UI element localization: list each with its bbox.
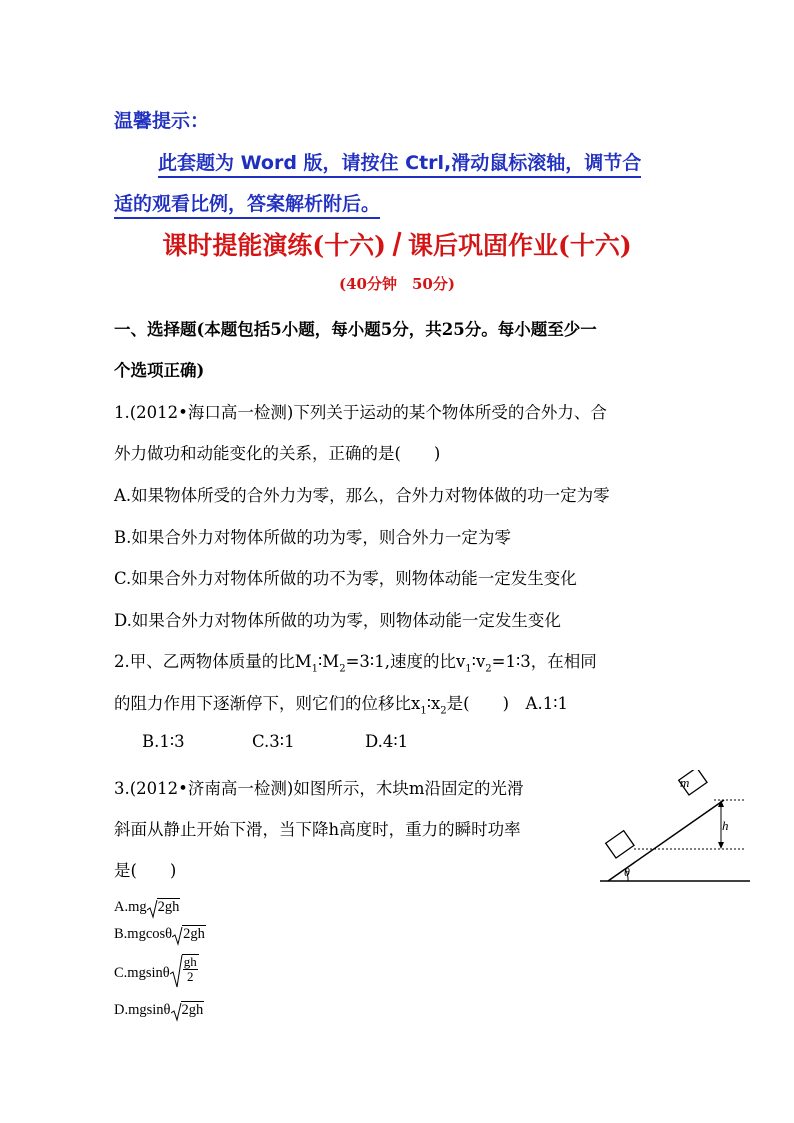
section-heading-2: 个选项正确): [114, 361, 205, 380]
q2-option-c: C.3∶1: [252, 732, 295, 751]
section-heading-1: 一、选择题(本题包括5小题，每小题5分，共25分。每小题至少一: [114, 320, 597, 339]
q3-option-d: D.mgsinθ 2gh: [114, 1002, 204, 1018]
q2-stem-1: 2.甲、乙两物体质量的比$M_1∶M_2=3∶1$,速度的比$v_1∶v_2=1∶3$，在相同: [114, 652, 597, 675]
q2-stem-2: 的阻力作用下逐渐停下，则它们的位移比$x_1∶x_2$是( ) A.1∶1: [114, 694, 568, 717]
svg-text:h: h: [722, 818, 729, 833]
tip-line-2: 适的观看比例，答案解析附后。: [114, 189, 380, 219]
q2-option-b: B.1∶3: [142, 732, 185, 751]
svg-text:m: m: [680, 775, 690, 790]
time-score: (40分钟 50分): [339, 275, 455, 293]
title-left: 课时提能演练(十六): [162, 231, 386, 260]
page-title: [0, 226, 794, 262]
q1-option-c: C.如果合外力对物体所做的功不为零，则物体动能一定发生变化: [114, 569, 577, 588]
title-right: 课后巩固作业(十六): [408, 231, 632, 260]
slash-divider: [392, 230, 402, 258]
q3-option-c: C.mgsinθ $\frac{gh}{2}$: [114, 958, 199, 988]
q1-option-d: D.如果合外力对物体所做的功为零，则物体动能一定发生变化: [114, 611, 561, 630]
q3-stem-3: 是( ): [114, 861, 177, 880]
q1-stem-1: 1.(2012•海口高一检测)下列关于运动的某个物体所受的合外力、合: [114, 403, 607, 422]
q3-stem-1: 3.(2012•济南高一检测)如图所示，木块m沿固定的光滑: [114, 779, 524, 798]
svg-text:θ: θ: [624, 865, 630, 879]
q3-option-b: B.mgcosθ 2gh: [114, 926, 205, 942]
q2-option-d: D.4∶1: [365, 732, 409, 751]
incline-diagram: [596, 770, 754, 886]
q3-option-a: A.mg 2gh: [114, 899, 180, 915]
q3-stem-2: 斜面从静止开始下滑，当下降h高度时，重力的瞬时功率: [114, 820, 521, 839]
q1-stem-2: 外力做功和动能变化的关系，正确的是( ): [114, 444, 441, 463]
tip-heading: 温馨提示：: [114, 110, 210, 132]
q1-option-a: A.如果物体所受的合外力为零，那么，合外力对物体做的功一定为零: [114, 486, 610, 505]
q1-option-b: B.如果合外力对物体所做的功为零，则合外力一定为零: [114, 528, 511, 547]
tip-line-1: 此套题为 Word 版，请按住 Ctrl,滑动鼠标滚轴，调节合: [158, 148, 641, 178]
